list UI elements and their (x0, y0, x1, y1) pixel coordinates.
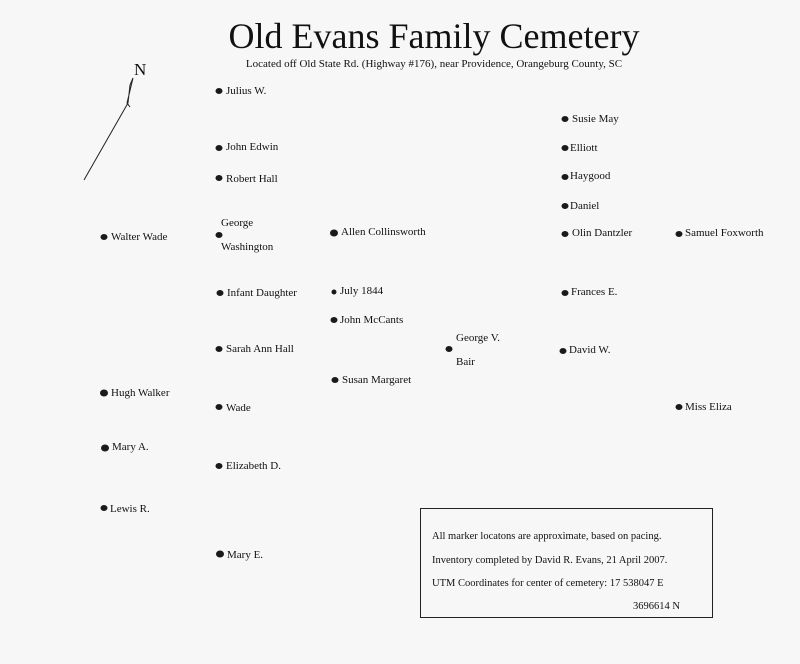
map-subtitle: Located off Old State Rd. (Highway #176), near Providence, Orangeburg County, SC (245, 58, 623, 70)
grave-label-daniel: Daniel (570, 200, 600, 212)
grave-marker-elliott (562, 145, 569, 151)
grave-marker-david-w (560, 348, 567, 354)
grave-label-miss-eliza: Miss Eliza (685, 401, 732, 413)
grave-marker-sarah-ann-hall (216, 346, 223, 352)
note-line-inventory: Inventory completed by David R. Evans, 21 April 2007. (432, 555, 668, 566)
grave-label-george-washington-line1: George (221, 217, 254, 229)
grave-marker-elizabeth-d (216, 463, 223, 469)
note-line-utm-northing: 3696614 N (633, 601, 680, 612)
grave-marker-july-1844 (332, 290, 337, 295)
grave-label-allen-collinsworth: Allen Collinsworth (341, 226, 426, 238)
grave-label-sarah-ann-hall: Sarah Ann Hall (226, 343, 294, 355)
grave-marker-infant-daughter (217, 290, 224, 296)
notes-box (420, 508, 713, 618)
grave-label-olin-dantzler: Olin Dantzler (572, 227, 633, 239)
grave-marker-mary-a (101, 445, 109, 452)
grave-label-john-edwin: John Edwin (226, 141, 279, 153)
grave-marker-samuel-foxworth (676, 231, 683, 237)
north-label: N (134, 60, 147, 79)
grave-marker-john-mccants (331, 317, 338, 323)
grave-marker-miss-eliza (676, 404, 683, 410)
grave-marker-robert-hall (216, 175, 223, 181)
grave-label-george-washington-line2: Washington (221, 241, 274, 253)
grave-marker-mary-e (216, 551, 224, 558)
grave-marker-john-edwin (216, 145, 223, 151)
grave-label-elliott: Elliott (570, 142, 598, 154)
grave-label-susie-may: Susie May (572, 113, 619, 125)
grave-marker-olin-dantzler (562, 231, 569, 237)
note-line-accuracy: All marker locatons are approximate, based on pacing. (432, 531, 662, 542)
grave-marker-daniel (562, 203, 569, 209)
north-arrow-icon (0, 0, 160, 190)
grave-label-susan-margaret: Susan Margaret (342, 374, 412, 386)
grave-marker-wade (216, 404, 223, 410)
grave-marker-frances-e (562, 290, 569, 296)
grave-marker-haygood (562, 174, 569, 180)
grave-label-lewis-r: Lewis R. (110, 503, 150, 515)
grave-label-wade: Wade (226, 402, 251, 414)
grave-label-walter-wade: Walter Wade (111, 231, 168, 243)
map-title: Old Evans Family Cemetery (228, 16, 640, 56)
grave-label-july-1844: July 1844 (340, 285, 384, 297)
grave-label-haygood: Haygood (570, 170, 611, 182)
grave-marker-susan-margaret (332, 377, 339, 383)
grave-marker-george-washington (216, 232, 223, 238)
note-line-utm-easting: UTM Coordinates for center of cemetery: 17 538047 E (432, 578, 664, 589)
grave-label-david-w: David W. (569, 344, 611, 356)
grave-label-frances-e: Frances E. (571, 286, 618, 298)
grave-label-infant-daughter: Infant Daughter (227, 287, 297, 299)
grave-label-mary-a: Mary A. (112, 441, 149, 453)
grave-marker-george-v-bair (446, 346, 453, 352)
grave-label-george-v-bair-line2: Bair (456, 356, 475, 368)
grave-marker-julius-w (216, 88, 223, 94)
grave-marker-hugh-walker (100, 390, 108, 397)
grave-label-john-mccants: John McCants (340, 314, 404, 326)
grave-label-julius-w: Julius W. (226, 85, 267, 97)
grave-label-robert-hall: Robert Hall (226, 173, 278, 185)
grave-label-mary-e: Mary E. (227, 549, 264, 561)
grave-label-samuel-foxworth: Samuel Foxworth (685, 227, 764, 239)
grave-label-george-v-bair-line1: George V. (456, 332, 500, 344)
grave-marker-susie-may (562, 116, 569, 122)
grave-marker-allen-collinsworth (330, 230, 338, 237)
grave-label-hugh-walker: Hugh Walker (111, 387, 170, 399)
grave-marker-lewis-r (101, 505, 108, 511)
grave-label-elizabeth-d: Elizabeth D. (226, 460, 281, 472)
grave-marker-walter-wade (101, 234, 108, 240)
